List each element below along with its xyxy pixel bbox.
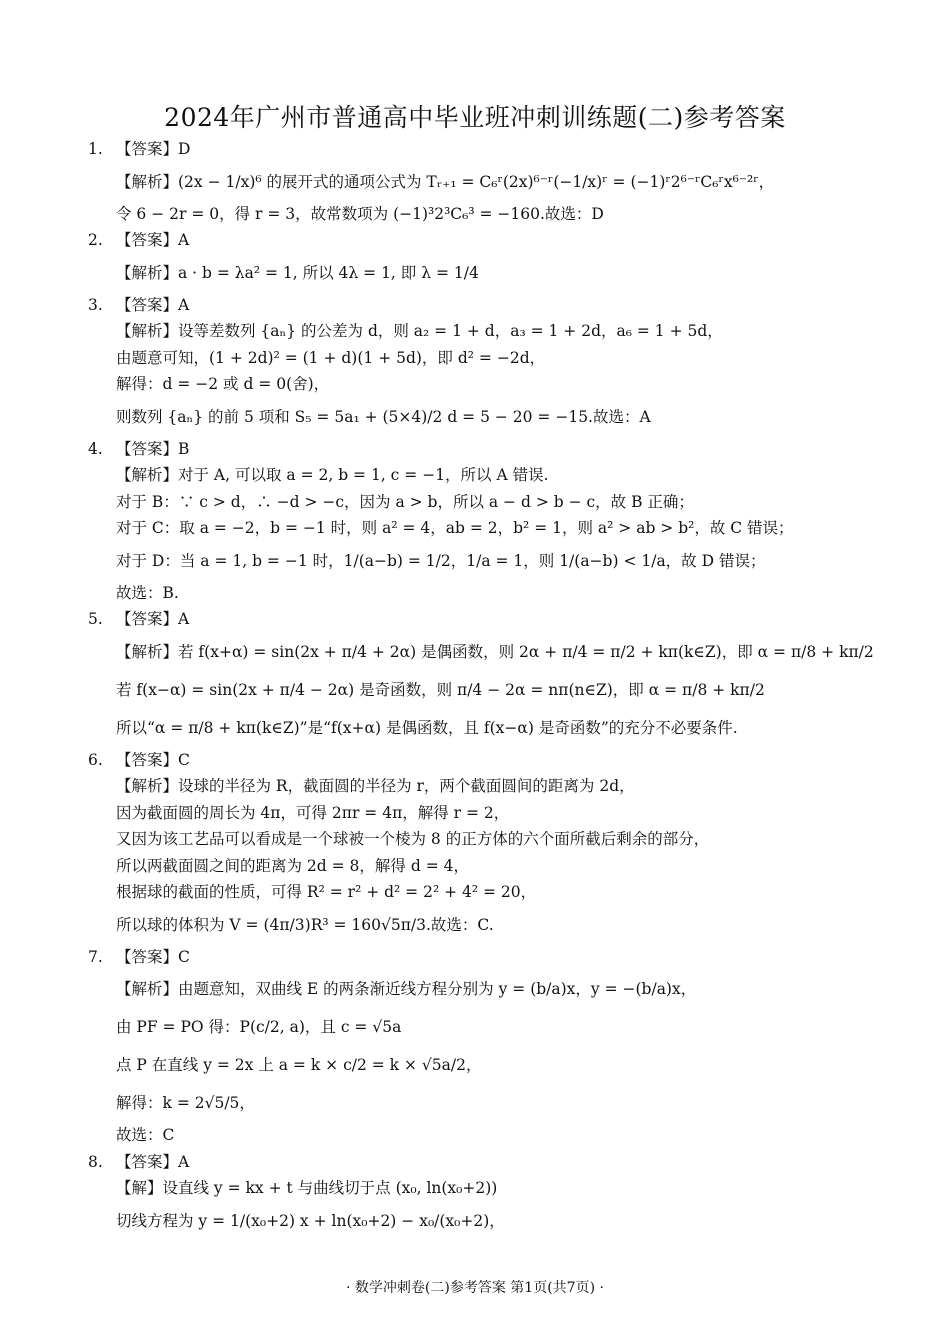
explanation-line: 【解析】a · b = λa² = 1, 所以 4λ = 1, 即 λ = 1/4 (116, 263, 479, 282)
explanation-line: 【解】设直线 y = kx + t 与曲线切于点 (x₀, ln(x₀+2)) (116, 1179, 498, 1197)
page-title: 2024年广州市普通高中毕业班冲刺训练题(二)参考答案 (164, 103, 786, 132)
explanation-line: 解得：k = 2√5/5， (116, 1094, 255, 1112)
explanation-line: 【解析】对于 A, 可以取 a = 2, b = 1, c = −1，所以 A 错误. (116, 466, 549, 484)
answer-line: 【答案】B (116, 439, 190, 458)
explanation-line: 【解析】设等差数列 {aₙ} 的公差为 d，则 a₂ = 1 + d，a₃ = 1 + 2d，a₆ = 1 + 5d， (116, 322, 723, 340)
explanation-line: 故选：B. (116, 583, 179, 602)
answer-line: 【答案】C (116, 750, 190, 769)
question-number: 4. (88, 439, 103, 458)
explanation-line: 【解析】(2x − 1/x)⁶ 的展开式的通项公式为 Tᵣ₊₁ = C₆ʳ(2x)⁶⁻ʳ(−1/x)ʳ = (−1)ʳ2⁶⁻ʳC₆ʳx⁶⁻²ʳ， (116, 172, 775, 191)
answer-line: 【答案】C (116, 947, 190, 966)
explanation-line: 根据球的截面的性质，可得 R² = r² + d² = 2² + 4² = 20， (116, 883, 537, 901)
question-5 (88, 606, 888, 747)
question-number: 6. (88, 750, 103, 769)
question-number: 2. (88, 231, 103, 249)
explanation-line: 所以“α = π/8 + kπ(k∈Z)”是“f(x+α) 是偶函数，且 f(x−α) 是奇函数”的充分不必要条件. (116, 718, 738, 737)
explanation-line: 对于 C：取 a = −2，b = −1 时，则 a² = 4，ab = 2，b² = 1，则 a² > ab > b²，故 C 错误； (116, 519, 794, 537)
question-8 (88, 1149, 888, 1240)
question-1 (88, 136, 888, 227)
explanation-line: 又因为该工艺品可以看成是一个球被一个棱为 8 的正方体的六个面所截后剩余的部分， (116, 830, 710, 848)
explanation-line: 对于 D：当 a = 1, b = −1 时，1/(a−b) = 1/2，1/a = 1，则 1/(a−b) < 1/a，故 D 错误； (116, 551, 766, 570)
explanation-line: 【解析】设球的半径为 R，截面圆的半径为 r，两个截面圆间的距离为 2d， (116, 777, 635, 795)
question-number: 1. (88, 140, 103, 158)
explanation-line: 【解析】若 f(x+α) = sin(2x + π/4 + 2α) 是偶函数，则 2α + π/4 = π/2 + kπ(k∈Z)，即 α = π/8 + kπ/2 (116, 642, 874, 661)
explanation-line: 令 6 − 2r = 0，得 r = 3，故常数项为 (−1)³2³C₆³ = −160.故选：D (116, 204, 604, 223)
question-2 (88, 227, 888, 292)
answer-line: 【答案】A (116, 1152, 190, 1171)
explanation-line: 所以两截面圆之间的距离为 2d = 8，解得 d = 4， (116, 856, 469, 875)
page-footer: · 数学冲刺卷(二)参考答案 第1页(共7页) · (346, 1280, 604, 1296)
explanation-line: 对于 B：∵ c > d，∴ −d > −c，因为 a > b，所以 a − d > b − c，故 B 正确； (116, 492, 694, 511)
explanation-line: 因为截面圆的周长为 4π，可得 2πr = 4π，解得 r = 2， (116, 803, 510, 822)
question-7 (88, 944, 888, 1149)
answer-line: 【答案】A (116, 610, 190, 628)
question-number: 3. (88, 295, 103, 314)
explanation-line: 解得：d = −2 或 d = 0(舍)， (116, 375, 330, 393)
question-3 (88, 292, 888, 436)
explanation-line: 所以球的体积为 V = (4π/3)R³ = 160√5π/3.故选：C. (116, 915, 494, 934)
question-6 (88, 747, 888, 944)
explanation-line: 【解析】由题意知，双曲线 E 的两条渐近线方程分别为 y = (b/a)x，y = −(b/a)x， (116, 980, 697, 998)
question-number: 5. (88, 610, 103, 628)
explanation-line: 则数列 {aₙ} 的前 5 项和 S₅ = 5a₁ + (5×4)/2 d = 5 − 20 = −15.故选：A (116, 407, 651, 426)
answer-line: 【答案】A (116, 231, 190, 249)
question-4 (88, 436, 888, 607)
explanation-line: 由 PF = PO 得：P(c/2, a)，且 c = √5a (116, 1018, 402, 1036)
question-number: 8. (88, 1152, 103, 1171)
explanation-line: 若 f(x−α) = sin(2x + π/4 − 2α) 是奇函数，则 π/4 − 2α = nπ(n∈Z)，即 α = π/8 + kπ/2 (116, 680, 765, 699)
answer-line: 【答案】D (116, 140, 191, 158)
explanation-line: 故选：C (116, 1126, 175, 1144)
question-number: 7. (88, 947, 103, 966)
explanation-line: 点 P 在直线 y = 2x 上 a = k × c/2 = k × √5a/2， (116, 1056, 482, 1074)
explanation-line: 切线方程为 y = 1/(x₀+2) x + ln(x₀+2) − x₀/(x₀+2)， (116, 1211, 505, 1230)
answer-list (88, 136, 888, 1240)
explanation-line: 由题意可知，(1 + 2d)² = (1 + d)(1 + 5d)，即 d² = −2d， (116, 348, 546, 367)
answer-line: 【答案】A (116, 295, 190, 314)
